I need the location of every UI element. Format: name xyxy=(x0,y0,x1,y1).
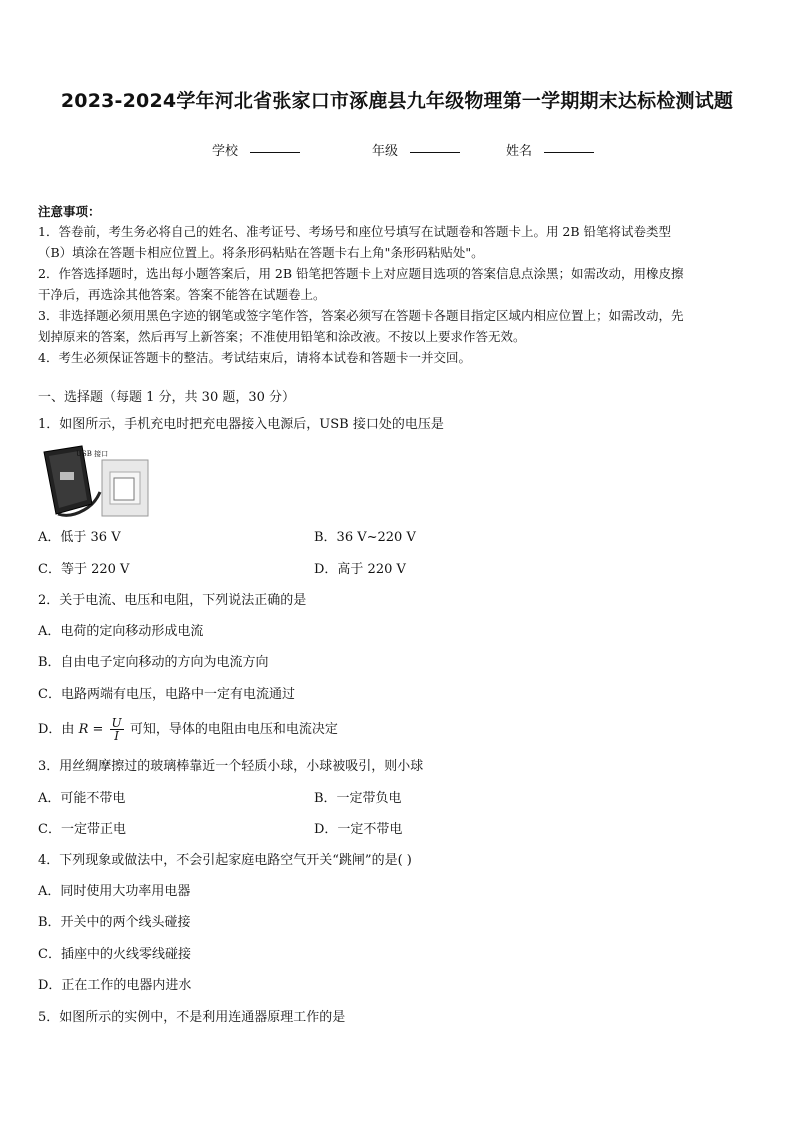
notice-line-4: 干净后，再选涂其他答案。答案不能答在试题卷上。 xyxy=(38,287,326,302)
school-blank xyxy=(250,140,300,153)
q4-option-d: D．正在工作的电器内进水 xyxy=(38,978,192,993)
q3-option-a: A．可能不带电 xyxy=(38,791,126,806)
q4-option-c: C．插座中的火线零线碰接 xyxy=(38,947,191,962)
q2-option-c: C．电路两端有电压，电路中一定有电流通过 xyxy=(38,687,295,702)
notice-line-3: 2．作答选择题时，选出每小题答案后，用 2B 铅笔把答题卡上对应题目选项的答案信息点涂黑；如需改动，用橡皮擦 xyxy=(38,266,684,281)
q2-option-a: A．电荷的定向移动形成电流 xyxy=(38,624,204,639)
school-label: 学校 xyxy=(212,144,239,159)
q2-d-suffix: 可知，导体的电阻由电压和电流决定 xyxy=(129,722,338,737)
notice-line-6: 划掉原来的答案，然后再写上新答案；不准使用铅笔和涂改液。不按以上要求作答无效。 xyxy=(38,329,526,344)
q3-option-c: C．一定带正电 xyxy=(38,822,126,837)
charger-plug xyxy=(114,478,134,500)
notice-line-5: 3．非选择题必须用黑色字迹的钢笔或签字笔作答，答案必须写在答题卡各题目指定区域内相应位置上；如需改动，先 xyxy=(38,308,684,323)
grade-field xyxy=(372,140,398,159)
q2-option-b: B．自由电子定向移动的方向为电流方向 xyxy=(38,655,269,670)
q3-option-d: D．一定不带电 xyxy=(314,822,403,837)
formula-denominator: I xyxy=(114,729,119,743)
grade-blank xyxy=(410,140,460,153)
name-field xyxy=(506,140,532,159)
notice-heading: 注意事项： xyxy=(38,204,101,219)
q2-d-prefix: D．由 xyxy=(38,722,75,737)
name-label: 姓名 xyxy=(506,144,533,159)
notice-line-1: 1．答卷前，考生务必将自己的姓名、准考证号、考场号和座位号填写在试题卷和答题卡上。用 2B 铅笔将试卷类型 xyxy=(38,224,672,239)
phone-charger-figure xyxy=(40,442,152,522)
q1-option-c: C．等于 220 V xyxy=(38,562,130,577)
q1-stem: 1．如图所示，手机充电时把充电器接入电源后，USB 接口处的电压是 xyxy=(38,417,444,432)
notice-line-2: （B）填涂在答题卡相应位置上。将条形码粘贴在答题卡右上角"条形码粘贴处"。 xyxy=(38,245,484,260)
notice-line-7: 4．考生必须保证答题卡的整洁。考试结束后，请将本试卷和答题卡一并交回。 xyxy=(38,350,471,365)
q1-option-a: A．低于 36 V xyxy=(38,530,121,545)
grade-label: 年级 xyxy=(372,144,399,159)
formula-numerator: U xyxy=(111,716,122,730)
q1-option-d: D．高于 220 V xyxy=(314,562,406,577)
phone-display xyxy=(60,472,74,480)
q2-stem: 2．关于电流、电压和电阻，下列说法正确的是 xyxy=(38,593,307,608)
q4-option-a: A．同时使用大功率用电器 xyxy=(38,884,191,899)
usb-label: USB 接口 xyxy=(76,450,109,458)
q4-stem: 4．下列现象或做法中，不会引起家庭电路空气开关“跳闸”的是( ) xyxy=(38,853,412,868)
q1-option-b: B．36 V~220 V xyxy=(314,530,416,545)
q4-option-b: B．开关中的两个线头碰接 xyxy=(38,915,191,930)
q2-option-d xyxy=(38,714,338,746)
formula-lhs: R = xyxy=(78,722,104,737)
formula-fraction xyxy=(110,717,124,742)
school-field xyxy=(212,140,238,159)
exam-title: 2023-2024学年河北省张家口市涿鹿县九年级物理第一学期期末达标检测试题 xyxy=(60,90,734,112)
section-heading: 一、选择题（每题 1 分，共 30 题，30 分） xyxy=(38,390,296,405)
name-blank xyxy=(544,140,594,153)
q3-option-b: B．一定带负电 xyxy=(314,791,402,806)
q5-stem: 5．如图所示的实例中，不是利用连通器原理工作的是 xyxy=(38,1010,346,1025)
q3-stem: 3．用丝绸摩擦过的玻璃棒靠近一个轻质小球，小球被吸引，则小球 xyxy=(38,759,424,774)
